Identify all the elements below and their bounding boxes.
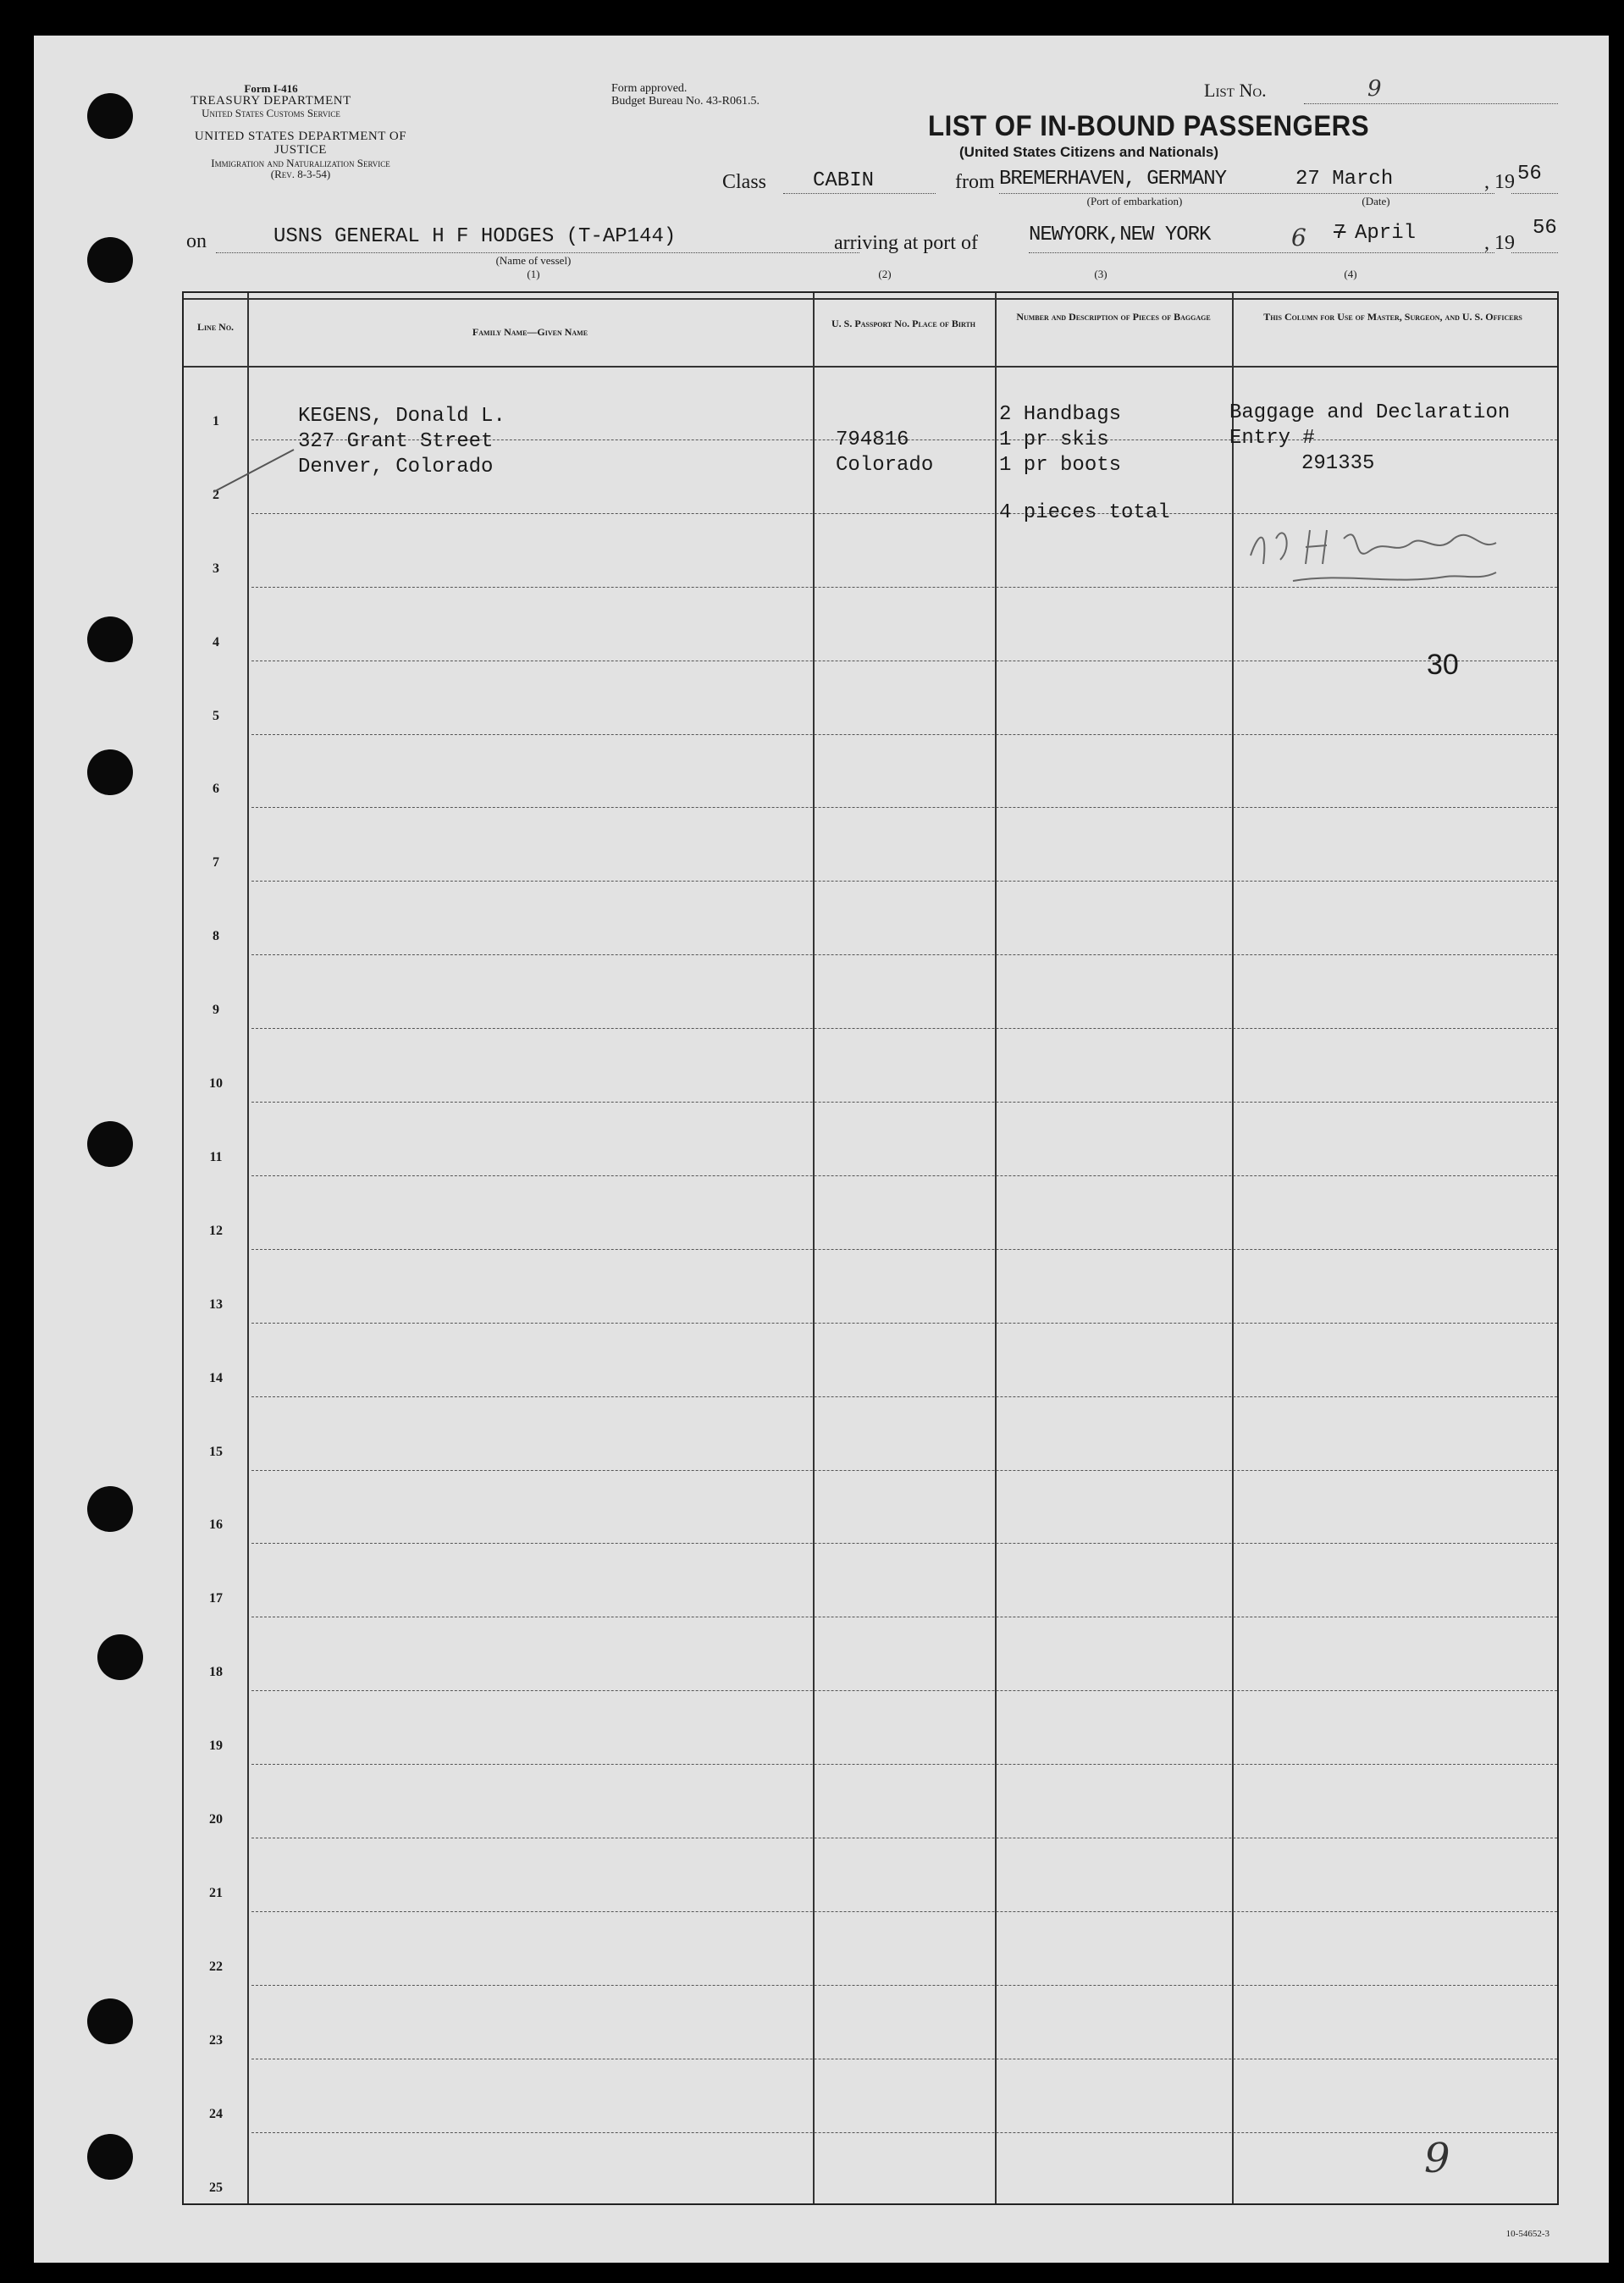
line-number: 13 [209,1296,223,1312]
officer-tally: 30 [1427,649,1459,681]
arrival-year-line [1511,252,1558,253]
on-label: on [186,230,207,252]
page-mark: 9 [1424,2135,1450,2182]
binder-hole [87,1121,133,1167]
arrival-line [1029,252,1494,253]
port-caption: (Port of embarkation) [1086,195,1183,207]
line-number: 18 [209,1665,223,1680]
col-line-no: Line No. [196,321,235,333]
declaration-entry-number: 291335 [1301,452,1375,475]
row-rule [251,1028,1557,1029]
line-number: 19 [209,1739,223,1754]
treasury-department: TREASURY DEPARTMENT [191,93,351,108]
passenger-street: 327 Grant Street [298,430,494,453]
binder-hole [87,93,133,139]
column-caption-4: (4) [1344,268,1357,280]
line-number: 1 [213,413,219,428]
binder-hole [87,1998,133,2044]
line-number: 8 [213,929,219,944]
justice-department: UNITED STATES DEPARTMENT OF JUSTICE [194,130,407,157]
passenger-city: Denver, Colorado [298,456,494,478]
officer-note-2: Entry # [1229,427,1315,450]
row-rule [251,1249,1557,1250]
row-rule [251,1764,1557,1765]
binder-hole [87,237,133,283]
line-number: 14 [209,1370,223,1385]
list-no-line [1304,103,1558,104]
line-number: 20 [209,1812,223,1827]
row-rule [251,1470,1557,1471]
officer-note-1: Baggage and Declaration [1229,401,1511,424]
justice-header [174,130,428,180]
passport-number: 794816 [836,428,909,451]
row-rule [251,1543,1557,1544]
agency-header [161,83,381,119]
arrival-year-prefix: , 19 [1484,232,1515,254]
class-line [783,193,936,194]
line-number: 7 [213,855,219,871]
line-1-check-mark [209,445,302,496]
row-rule [251,1396,1557,1397]
departure-year-line [1511,193,1558,194]
col-family-name: Family Name—Given Name [472,326,588,338]
page-subtitle: (United States Citizens and Nationals) [959,144,1219,160]
vessel-caption: (Name of vessel) [495,254,572,267]
arrival-port: NEWYORK,NEW YORK [1029,224,1211,246]
port-of-embarkation: BREMERHAVEN, GERMANY [999,168,1227,191]
column-caption-2: (2) [878,268,892,280]
column-caption-3: (3) [1094,268,1108,280]
line-number: 24 [209,2106,223,2121]
from-label: from [955,171,995,193]
line-number: 25 [209,2180,223,2195]
row-rule [251,1911,1557,1912]
departure-year: 56 [1517,163,1542,185]
column-caption-1: (1) [527,268,540,280]
baggage-item-2: 1 pr skis [999,428,1109,451]
row-rule [251,734,1557,735]
arrival-year: 56 [1533,217,1557,240]
row-rule [251,881,1557,882]
form-revision: (Rev. 8-3-54) [270,168,331,181]
ins-service: Immigration and Naturalization Service [211,156,390,169]
baggage-item-1: 2 Handbags [999,403,1122,426]
col-officers: This Column for Use of Master, Surgeon, and U. S. Officers [1263,311,1522,323]
print-code: 10-54652-3 [1505,2229,1549,2239]
customs-service: United States Customs Service [202,107,340,120]
birthplace: Colorado [836,454,934,477]
header-separator [184,366,1557,368]
binder-hole [87,616,133,662]
binder-hole [97,1634,143,1680]
arriving-label: arriving at port of [834,232,978,254]
arrival-date-correction: 6 [1291,224,1306,252]
row-rule [251,807,1557,808]
date-caption: (Date) [1362,195,1390,207]
budget-bureau-number: Budget Bureau No. 43-R061.5. [611,94,760,108]
line-number: 10 [209,1076,223,1091]
departure-date: 27 March [1295,168,1394,191]
inspector-signature [1242,505,1522,589]
line-number: 2 [213,487,219,502]
row-rule [251,1323,1557,1324]
from-line [999,193,1494,194]
line-number: 17 [209,1591,223,1606]
class-value: CABIN [813,169,875,192]
departure-year-prefix: , 19 [1484,171,1515,193]
line-number: 3 [213,561,219,576]
row-rule [251,1985,1557,1986]
budget-approval [611,83,760,108]
column-divider [247,293,249,2203]
document-page [34,36,1609,2263]
passenger-table [182,291,1559,2205]
row-rule [251,1175,1557,1176]
page-title: LIST OF IN-BOUND PASSENGERS [928,110,1370,142]
line-number: 4 [213,634,219,650]
line-number: 23 [209,2032,223,2048]
list-no-label: List No. [1204,80,1267,101]
line-number: 15 [209,1444,223,1459]
line-number: 21 [209,1885,223,1900]
arrival-month: April [1355,222,1417,245]
row-rule [251,2132,1557,2133]
line-number: 12 [209,1223,223,1238]
line-number: 11 [209,1149,223,1164]
col-baggage: Number and Description of Pieces of Baggage [1016,311,1211,323]
row-rule [251,954,1557,955]
row-rule [251,1102,1557,1103]
line-number: 22 [209,1959,223,1974]
binder-hole [87,1486,133,1532]
line-number: 5 [213,708,219,723]
baggage-item-3: 1 pr boots [999,454,1122,477]
vessel-name: USNS GENERAL H F HODGES (T-AP144) [273,225,677,248]
vessel-line [216,252,859,253]
list-no-value: 9 [1367,76,1382,102]
passenger-name: KEGENS, Donald L. [298,405,505,428]
row-rule [251,1690,1557,1691]
binder-hole [87,749,133,795]
binder-hole [87,2134,133,2180]
arrival-date-struck: 7 [1334,222,1346,245]
class-label: Class [722,171,767,193]
form-approved: Form approved. [611,82,688,95]
col-passport: U. S. Passport No. Place of Birth [831,318,975,329]
line-number: 16 [209,1517,223,1533]
baggage-total: 4 pieces total [999,501,1170,524]
header-separator [184,298,1557,300]
form-number: Form I-416 [244,82,298,95]
line-number: 6 [213,782,219,797]
line-number: 9 [213,1003,219,1018]
